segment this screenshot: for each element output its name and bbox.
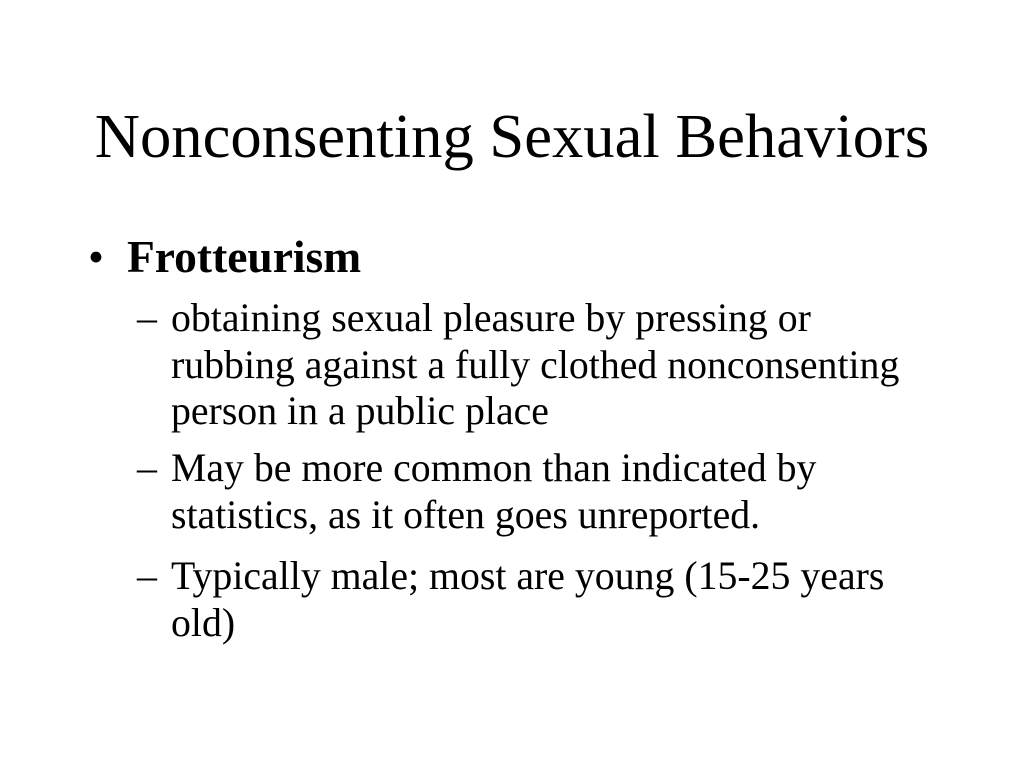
bullet-text: Frotteurism [127,231,362,282]
sub-bullet-text: obtaining sexual pleasure by pressing or rubbing against a fully clothed nonconsenting person in a public place [171,296,900,433]
slide-title: Nonconsenting Sexual Behaviors [94,101,930,171]
sub-bullet-marker: – [137,296,157,340]
bullet-item [0,231,1024,283]
bullet-marker: • [88,231,104,282]
sub-bullet-text: May be more common than indicated by statistics, as it often goes unreported. [171,446,817,537]
sub-bullet-text: Typically male; most are young (15-25 years old) [171,554,885,645]
sub-bullet-marker: – [137,554,157,598]
sub-bullet-marker: – [137,446,157,490]
